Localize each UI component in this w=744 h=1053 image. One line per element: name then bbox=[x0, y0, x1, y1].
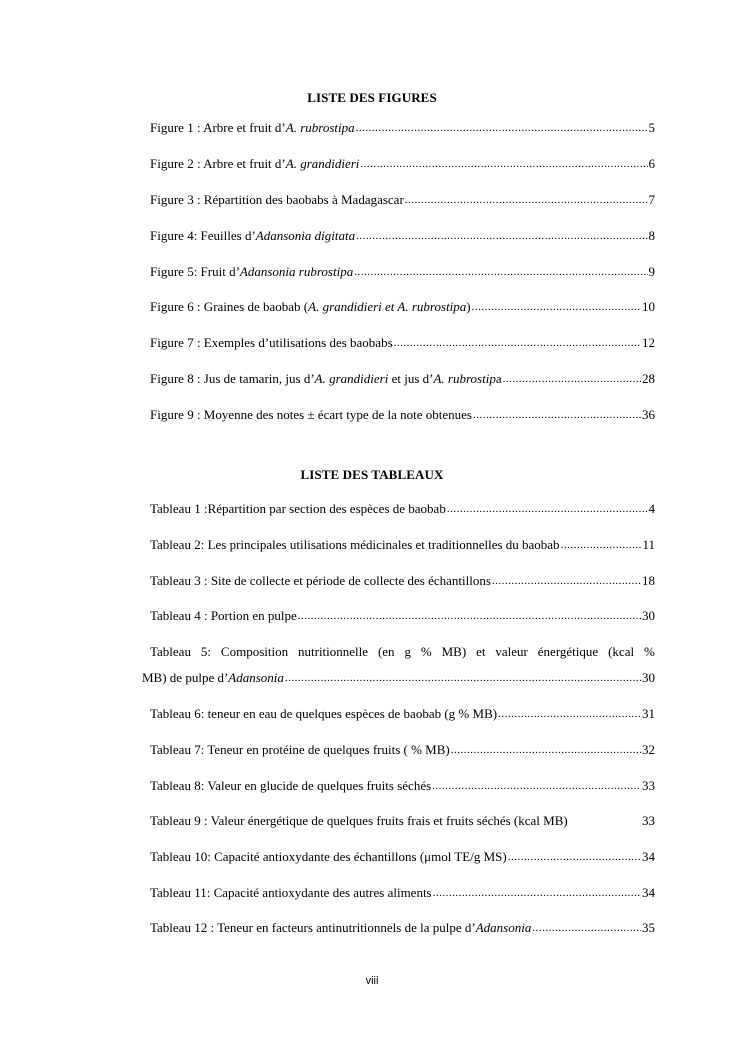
entry-label: Figure 1 : Arbre et fruit d’A. rubrostipa bbox=[150, 120, 355, 135]
figure-entry-9[interactable] bbox=[150, 407, 655, 423]
page-number-ref: 9 bbox=[648, 264, 655, 279]
table-entry-1[interactable] bbox=[150, 501, 655, 517]
page-number-ref: 33 bbox=[642, 778, 655, 793]
table-entry-7[interactable] bbox=[150, 742, 655, 758]
entry-label: Figure 8 : Jus de tamarin, jus d’A. grandidieri et jus d’A. rubrostipa bbox=[150, 371, 502, 386]
entry-label: Figure 4: Feuilles d’Adansonia digitata bbox=[150, 228, 356, 243]
page-number-ref: 6 bbox=[648, 156, 655, 171]
page-number-ref: 34 bbox=[642, 885, 655, 900]
page-number-ref: 28 bbox=[642, 371, 655, 386]
figure-entry-2[interactable] bbox=[150, 156, 655, 172]
table-entry-11[interactable] bbox=[150, 885, 655, 901]
entry-label: Tableau 5: Composition nutritionnelle (en g % MB) et valeur énergétique (kcal % bbox=[150, 644, 655, 659]
dot-leader bbox=[394, 334, 641, 351]
dot-leader bbox=[492, 572, 641, 589]
table-entry-12[interactable] bbox=[150, 920, 655, 936]
entry-label: Figure 2 : Arbre et fruit d’A. grandidieri bbox=[150, 156, 360, 171]
page-number-ref: 36 bbox=[642, 407, 655, 422]
dot-leader bbox=[356, 119, 648, 136]
figures-heading: LISTE DES FIGURES bbox=[307, 90, 437, 105]
page-number-ref: 32 bbox=[642, 742, 655, 757]
entry-label: Figure 6 : Graines de baobab (A. grandidieri et A. rubrostipa) bbox=[150, 299, 471, 314]
page-number-ref: 12 bbox=[642, 335, 655, 350]
entry-label: Tableau 11: Capacité antioxydante des autres aliments bbox=[150, 885, 432, 900]
table-entry-4[interactable] bbox=[150, 608, 655, 624]
entry-label: Tableau 6: teneur en eau de quelques espèces de baobab (g % MB) bbox=[150, 706, 498, 721]
dot-leader bbox=[285, 669, 641, 686]
figure-entry-4[interactable] bbox=[150, 228, 655, 244]
table-entry-6[interactable] bbox=[150, 706, 655, 722]
entry-label: Figure 7 : Exemples d’utilisations des baobabs bbox=[150, 335, 393, 350]
page-number-ref: 11 bbox=[642, 537, 655, 552]
dot-leader bbox=[498, 705, 641, 722]
page-footer-number: viii bbox=[365, 975, 379, 987]
page-number-ref: 30 bbox=[642, 670, 655, 685]
page-number-ref: 10 bbox=[642, 299, 655, 314]
entry-label: Tableau 8: Valeur en glucide de quelques fruits séchés bbox=[150, 778, 432, 793]
table-entry-10[interactable] bbox=[150, 849, 655, 865]
table-entry-3[interactable] bbox=[150, 573, 655, 589]
page-number-ref: 33 bbox=[642, 813, 655, 828]
table-entry-9[interactable] bbox=[150, 813, 655, 829]
page-number-ref: 30 bbox=[642, 608, 655, 623]
dot-leader bbox=[451, 741, 641, 758]
entry-label: Tableau 2: Les principales utilisations médicinales et traditionnelles du baobab bbox=[150, 537, 560, 552]
entry-label: Tableau 7: Teneur en protéine de quelques fruits ( % MB) bbox=[150, 742, 450, 757]
entry-label: Tableau 10: Capacité antioxydante des échantillons (μmol TE/g MS) bbox=[150, 849, 507, 864]
dot-leader bbox=[447, 500, 648, 517]
dot-leader bbox=[503, 370, 641, 387]
table-entry-5-line-2[interactable] bbox=[142, 670, 655, 686]
figure-entry-5[interactable] bbox=[150, 264, 655, 280]
dot-leader bbox=[473, 406, 641, 423]
dot-leader bbox=[432, 777, 641, 794]
entry-label: Tableau 12 : Teneur en facteurs antinutritionnels de la pulpe d’Adansonia bbox=[150, 920, 532, 935]
figure-entry-3[interactable] bbox=[150, 192, 655, 208]
page-number-ref: 35 bbox=[642, 920, 655, 935]
page-number-ref: 4 bbox=[648, 501, 655, 516]
dot-leader bbox=[356, 227, 647, 244]
page-number-ref: 18 bbox=[642, 573, 655, 588]
dot-leader bbox=[532, 919, 641, 936]
figure-entry-7[interactable] bbox=[150, 335, 655, 351]
table-entry-8[interactable] bbox=[150, 778, 655, 794]
entry-label: MB) de pulpe d’Adansonia bbox=[142, 670, 284, 685]
table-entry-2[interactable] bbox=[150, 537, 655, 553]
table-entry-5-line-1[interactable] bbox=[150, 644, 655, 660]
entry-label: Figure 9 : Moyenne des notes ± écart type de la note obtenues bbox=[150, 407, 472, 422]
figure-entry-6[interactable] bbox=[150, 299, 655, 315]
dot-leader bbox=[508, 848, 641, 865]
dot-leader bbox=[472, 298, 641, 315]
dot-leader bbox=[405, 191, 648, 208]
dot-leader bbox=[354, 263, 647, 280]
page-number-ref: 31 bbox=[642, 706, 655, 721]
dot-leader bbox=[360, 155, 647, 172]
page-number-ref: 5 bbox=[648, 120, 655, 135]
page-number-ref: 34 bbox=[642, 849, 655, 864]
entry-label: Figure 3 : Répartition des baobabs à Madagascar bbox=[150, 192, 404, 207]
entry-label: Tableau 9 : Valeur énergétique de quelques fruits frais et fruits séchés (kcal MB) bbox=[150, 813, 568, 828]
entry-label: Figure 5: Fruit d’Adansonia rubrostipa bbox=[150, 264, 354, 279]
figure-entry-8[interactable] bbox=[150, 371, 655, 387]
page-number-ref: 8 bbox=[648, 228, 655, 243]
dot-leader bbox=[433, 884, 641, 901]
entry-label: Tableau 3 : Site de collecte et période de collecte des échantillons bbox=[150, 573, 491, 588]
dot-leader bbox=[561, 536, 642, 553]
dot-leader bbox=[298, 607, 641, 624]
entry-label: Tableau 4 : Portion en pulpe bbox=[150, 608, 297, 623]
tables-heading: LISTE DES TABLEAUX bbox=[300, 467, 444, 482]
figure-entry-1[interactable] bbox=[150, 120, 655, 136]
page-number-ref: 7 bbox=[648, 192, 655, 207]
entry-label: Tableau 1 :Répartition par section des espèces de baobab bbox=[150, 501, 446, 516]
